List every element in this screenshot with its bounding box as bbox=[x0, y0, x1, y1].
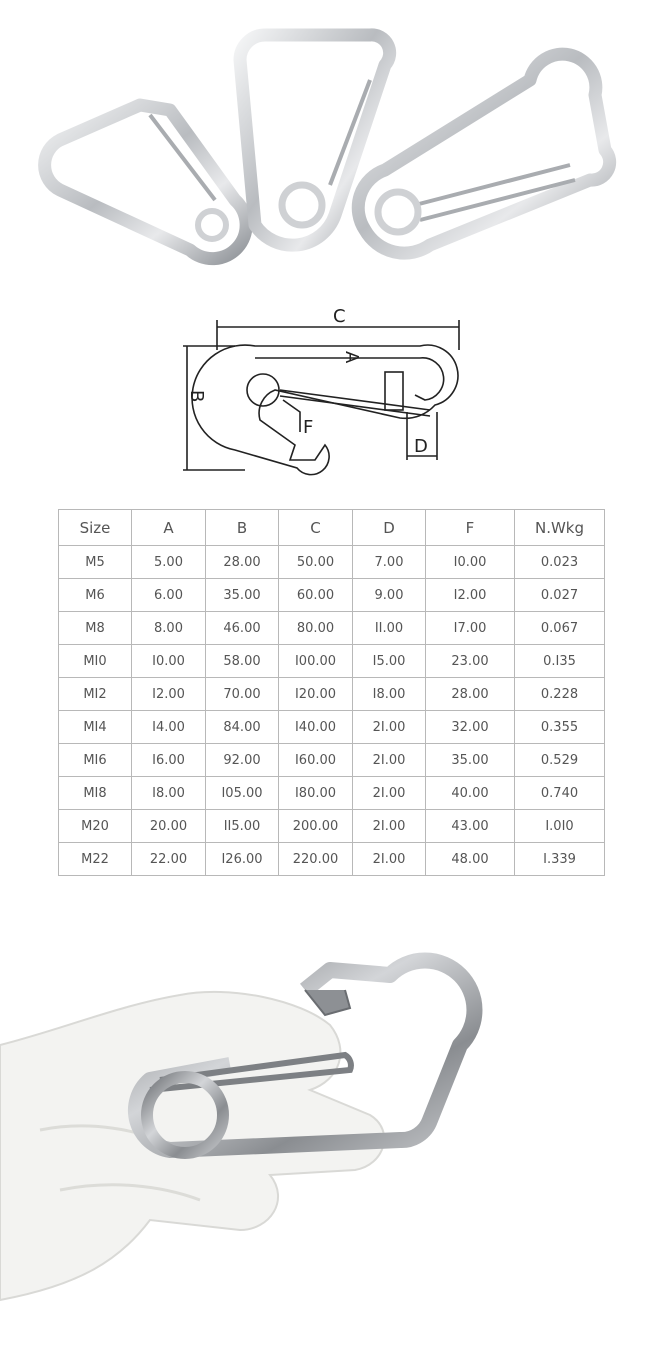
snap-hook-left bbox=[45, 105, 247, 259]
table-row bbox=[59, 579, 605, 612]
product-photo-snap-hooks bbox=[0, 0, 650, 290]
cell-a: I4.00 bbox=[132, 711, 206, 744]
cell-a: 6.00 bbox=[132, 579, 206, 612]
cell-a: I8.00 bbox=[132, 777, 206, 810]
cell-d: 2I.00 bbox=[353, 744, 426, 777]
cell-size: M8 bbox=[59, 612, 132, 645]
cell-f: 48.00 bbox=[426, 843, 515, 876]
cell-a: I0.00 bbox=[132, 645, 206, 678]
header-weight: N.Wkg bbox=[515, 510, 605, 546]
cell-c: I00.00 bbox=[279, 645, 353, 678]
cell-weight: 0.I35 bbox=[515, 645, 605, 678]
table-row bbox=[59, 843, 605, 876]
cell-b: 84.00 bbox=[206, 711, 279, 744]
cell-d: 2I.00 bbox=[353, 777, 426, 810]
cell-d: I8.00 bbox=[353, 678, 426, 711]
cell-c: I40.00 bbox=[279, 711, 353, 744]
spec-table bbox=[58, 509, 605, 876]
cell-weight: 0.027 bbox=[515, 579, 605, 612]
cell-f: 23.00 bbox=[426, 645, 515, 678]
cell-b: II5.00 bbox=[206, 810, 279, 843]
cell-a: I6.00 bbox=[132, 744, 206, 777]
cell-f: 43.00 bbox=[426, 810, 515, 843]
snap-hook-right bbox=[358, 54, 609, 253]
cell-c: 220.00 bbox=[279, 843, 353, 876]
cell-d: I5.00 bbox=[353, 645, 426, 678]
cell-a: 22.00 bbox=[132, 843, 206, 876]
table-row bbox=[59, 810, 605, 843]
cell-size: MI4 bbox=[59, 711, 132, 744]
table-row bbox=[59, 645, 605, 678]
cell-c: I60.00 bbox=[279, 744, 353, 777]
cell-a: 20.00 bbox=[132, 810, 206, 843]
header-d: D bbox=[353, 510, 426, 546]
cell-c: I80.00 bbox=[279, 777, 353, 810]
cell-f: 35.00 bbox=[426, 744, 515, 777]
cell-size: M5 bbox=[59, 546, 132, 579]
dimension-label-a: A bbox=[341, 351, 362, 364]
cell-d: 2I.00 bbox=[353, 843, 426, 876]
cell-f: I2.00 bbox=[426, 579, 515, 612]
table-row bbox=[59, 744, 605, 777]
cell-b: 35.00 bbox=[206, 579, 279, 612]
cell-a: 8.00 bbox=[132, 612, 206, 645]
cell-d: II.00 bbox=[353, 612, 426, 645]
cell-f: 40.00 bbox=[426, 777, 515, 810]
cell-d: 7.00 bbox=[353, 546, 426, 579]
cell-f: 28.00 bbox=[426, 678, 515, 711]
header-f: F bbox=[426, 510, 515, 546]
dimension-diagram bbox=[175, 300, 475, 485]
cell-a: I2.00 bbox=[132, 678, 206, 711]
cell-weight: 0.023 bbox=[515, 546, 605, 579]
cell-b: 92.00 bbox=[206, 744, 279, 777]
table-row bbox=[59, 546, 605, 579]
cell-c: I20.00 bbox=[279, 678, 353, 711]
cell-size: M20 bbox=[59, 810, 132, 843]
cell-size: MI6 bbox=[59, 744, 132, 777]
table-row bbox=[59, 612, 605, 645]
cell-b: 46.00 bbox=[206, 612, 279, 645]
cell-size: MI0 bbox=[59, 645, 132, 678]
cell-weight: 0.740 bbox=[515, 777, 605, 810]
cell-b: 70.00 bbox=[206, 678, 279, 711]
dimension-label-d: D bbox=[414, 436, 428, 457]
product-photo-hand bbox=[0, 930, 650, 1350]
cell-b: I26.00 bbox=[206, 843, 279, 876]
table-header-row bbox=[59, 510, 605, 546]
cell-c: 60.00 bbox=[279, 579, 353, 612]
header-b: B bbox=[206, 510, 279, 546]
cell-c: 50.00 bbox=[279, 546, 353, 579]
cell-b: 58.00 bbox=[206, 645, 279, 678]
cell-f: I7.00 bbox=[426, 612, 515, 645]
header-c: C bbox=[279, 510, 353, 546]
cell-c: 80.00 bbox=[279, 612, 353, 645]
cell-size: MI8 bbox=[59, 777, 132, 810]
table-row bbox=[59, 678, 605, 711]
dimension-label-f: F bbox=[303, 417, 314, 438]
cell-weight: 0.228 bbox=[515, 678, 605, 711]
cell-f: I0.00 bbox=[426, 546, 515, 579]
table-row bbox=[59, 777, 605, 810]
cell-size: M6 bbox=[59, 579, 132, 612]
table-row bbox=[59, 711, 605, 744]
cell-size: MI2 bbox=[59, 678, 132, 711]
cell-b: I05.00 bbox=[206, 777, 279, 810]
cell-weight: I.0I0 bbox=[515, 810, 605, 843]
cell-b: 28.00 bbox=[206, 546, 279, 579]
cell-d: 9.00 bbox=[353, 579, 426, 612]
cell-weight: 0.355 bbox=[515, 711, 605, 744]
cell-weight: 0.529 bbox=[515, 744, 605, 777]
cell-f: 32.00 bbox=[426, 711, 515, 744]
cell-a: 5.00 bbox=[132, 546, 206, 579]
cell-weight: 0.067 bbox=[515, 612, 605, 645]
cell-weight: I.339 bbox=[515, 843, 605, 876]
header-a: A bbox=[132, 510, 206, 546]
snap-hook-middle bbox=[240, 35, 390, 245]
header-size: Size bbox=[59, 510, 132, 546]
dimension-label-c: C bbox=[333, 306, 346, 327]
cell-d: 2I.00 bbox=[353, 711, 426, 744]
cell-d: 2I.00 bbox=[353, 810, 426, 843]
cell-c: 200.00 bbox=[279, 810, 353, 843]
dimension-label-b: B bbox=[186, 390, 207, 403]
cell-size: M22 bbox=[59, 843, 132, 876]
